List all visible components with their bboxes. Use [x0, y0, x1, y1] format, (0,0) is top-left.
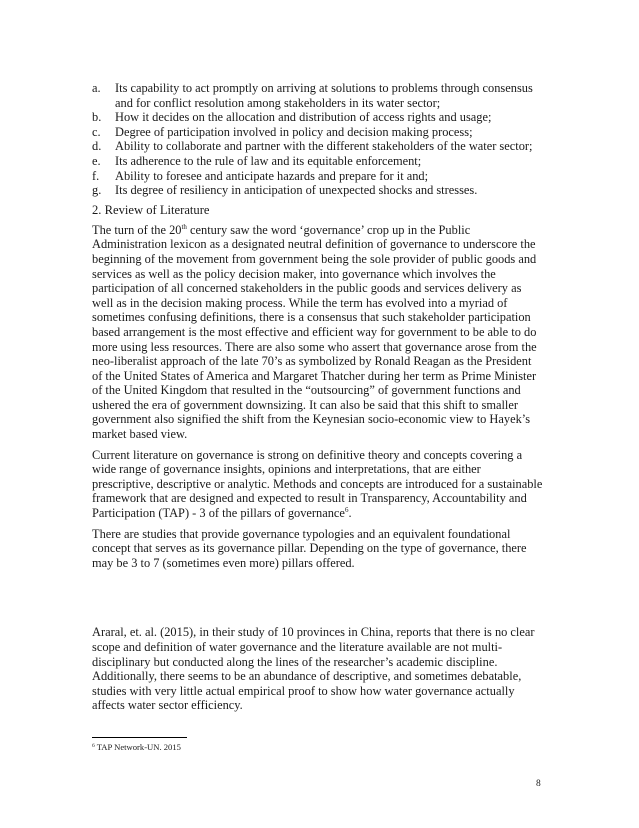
list-item [92, 154, 544, 169]
list-item-text: Its degree of resiliency in anticipation of unexpected shocks and stresses. [115, 183, 478, 198]
list-marker: b. [92, 110, 102, 125]
footnote-number: 6 [92, 743, 95, 749]
paragraph-text: century saw the word ‘governance’ crop up in the Public Administration lexicon as a designated neutral definition of governance to underscore the beginning of the movement from government being the sole provider of public goods and services as well as the policy decision maker, into governance which involves the participation of all concerned stakeholders in the public goods and services delivery as well as in the decision making process. While the term has evolved into a myriad of sometimes confusing definitions, there is a consensus that such stakeholder participation based arrangement is the most effective and efficient way for government to be able to do more using less resources. There are also some who assert that governance arose from the neo-liberalist approach of the late 70’s as symbolized by Ronald Reagan as the President of the United States of America and Margaret Thatcher during her term as Prime Minister of the United Kingdom that resulted in the “outsourcing” of government functions and ushered the era of government downsizing. It can also be said that this shift to smaller government also signified the shift from the Keynesian socio-economic view to Hayek’s market based view. [92, 222, 537, 442]
page-number: 8 [536, 779, 541, 789]
paragraph-typologies: There are studies that provide governance typologies and an equivalent foundational concept that serves as its governance pillar. Depending on the type of governance, there may be 3 to 7 (sometimes even more) pillars offered. [92, 526, 527, 570]
list-item [92, 183, 544, 198]
list-item-text: Ability to foresee and anticipate hazards and prepare for it and; [115, 168, 429, 183]
page-body [92, 81, 544, 719]
paragraph-araral-study: Araral, et. al. (2015), in their study of 10 provinces in China, reports that there is no clear scope and definition of water governance and the literature available are not multi-disciplinary but conducted along the lines of the researcher’s academic discipline. Additionally, there seems to be an abundance of descriptive, and sometimes debatable, studies with very little actual empirical proof to show how water governance actually affects water sector efficiency. [92, 625, 535, 713]
paragraph-text: The turn of the 20 [92, 222, 182, 237]
list-item [92, 125, 544, 140]
list-marker: f. [92, 168, 100, 183]
list-marker: c. [92, 124, 101, 139]
list-item [92, 110, 544, 125]
list-marker: e. [92, 153, 101, 168]
section-heading: 2. Review of Literature [92, 202, 210, 217]
criteria-list [92, 81, 544, 198]
list-marker: d. [92, 139, 102, 154]
list-item-text: Its capability to act promptly on arriving at solutions to problems through consensus and for conflict resolution among stakeholders in its water sector; [115, 81, 533, 110]
list-item [92, 169, 544, 184]
paragraph-governance-history [92, 223, 544, 442]
list-item-text: Ability to collaborate and partner with the different stakeholders of the water sector; [115, 139, 533, 154]
ordinal-superscript: th [181, 222, 187, 231]
paragraph-current-literature [92, 448, 544, 521]
list-item [92, 81, 544, 110]
footnote-text: TAP Network-UN. 2015 [94, 742, 181, 752]
list-item [92, 139, 544, 154]
footnote-reference[interactable]: 6 [344, 506, 349, 515]
list-item-text: Its adherence to the rule of law and its equitable enforcement; [115, 153, 422, 168]
paragraph-text: . [348, 506, 352, 521]
list-item-text: How it decides on the allocation and distribution of access rights and usage; [115, 110, 492, 125]
paragraph-text: Current literature on governance is strong on definitive theory and concepts covering a wide range of governance insights, opinions and interpretations, that are either prescriptive, descriptive or analytic. Methods and concepts are introduced for a sustainable framework that are designed and expected to result in Transparency, Accountability and Participation (TAP) - 3 of the pillars of governance [92, 447, 543, 521]
footnote-divider [92, 737, 187, 738]
footnote [92, 742, 181, 752]
list-marker: g. [92, 183, 102, 198]
list-item-text: Degree of participation involved in policy and decision making process; [115, 124, 473, 139]
list-marker: a. [92, 81, 101, 95]
